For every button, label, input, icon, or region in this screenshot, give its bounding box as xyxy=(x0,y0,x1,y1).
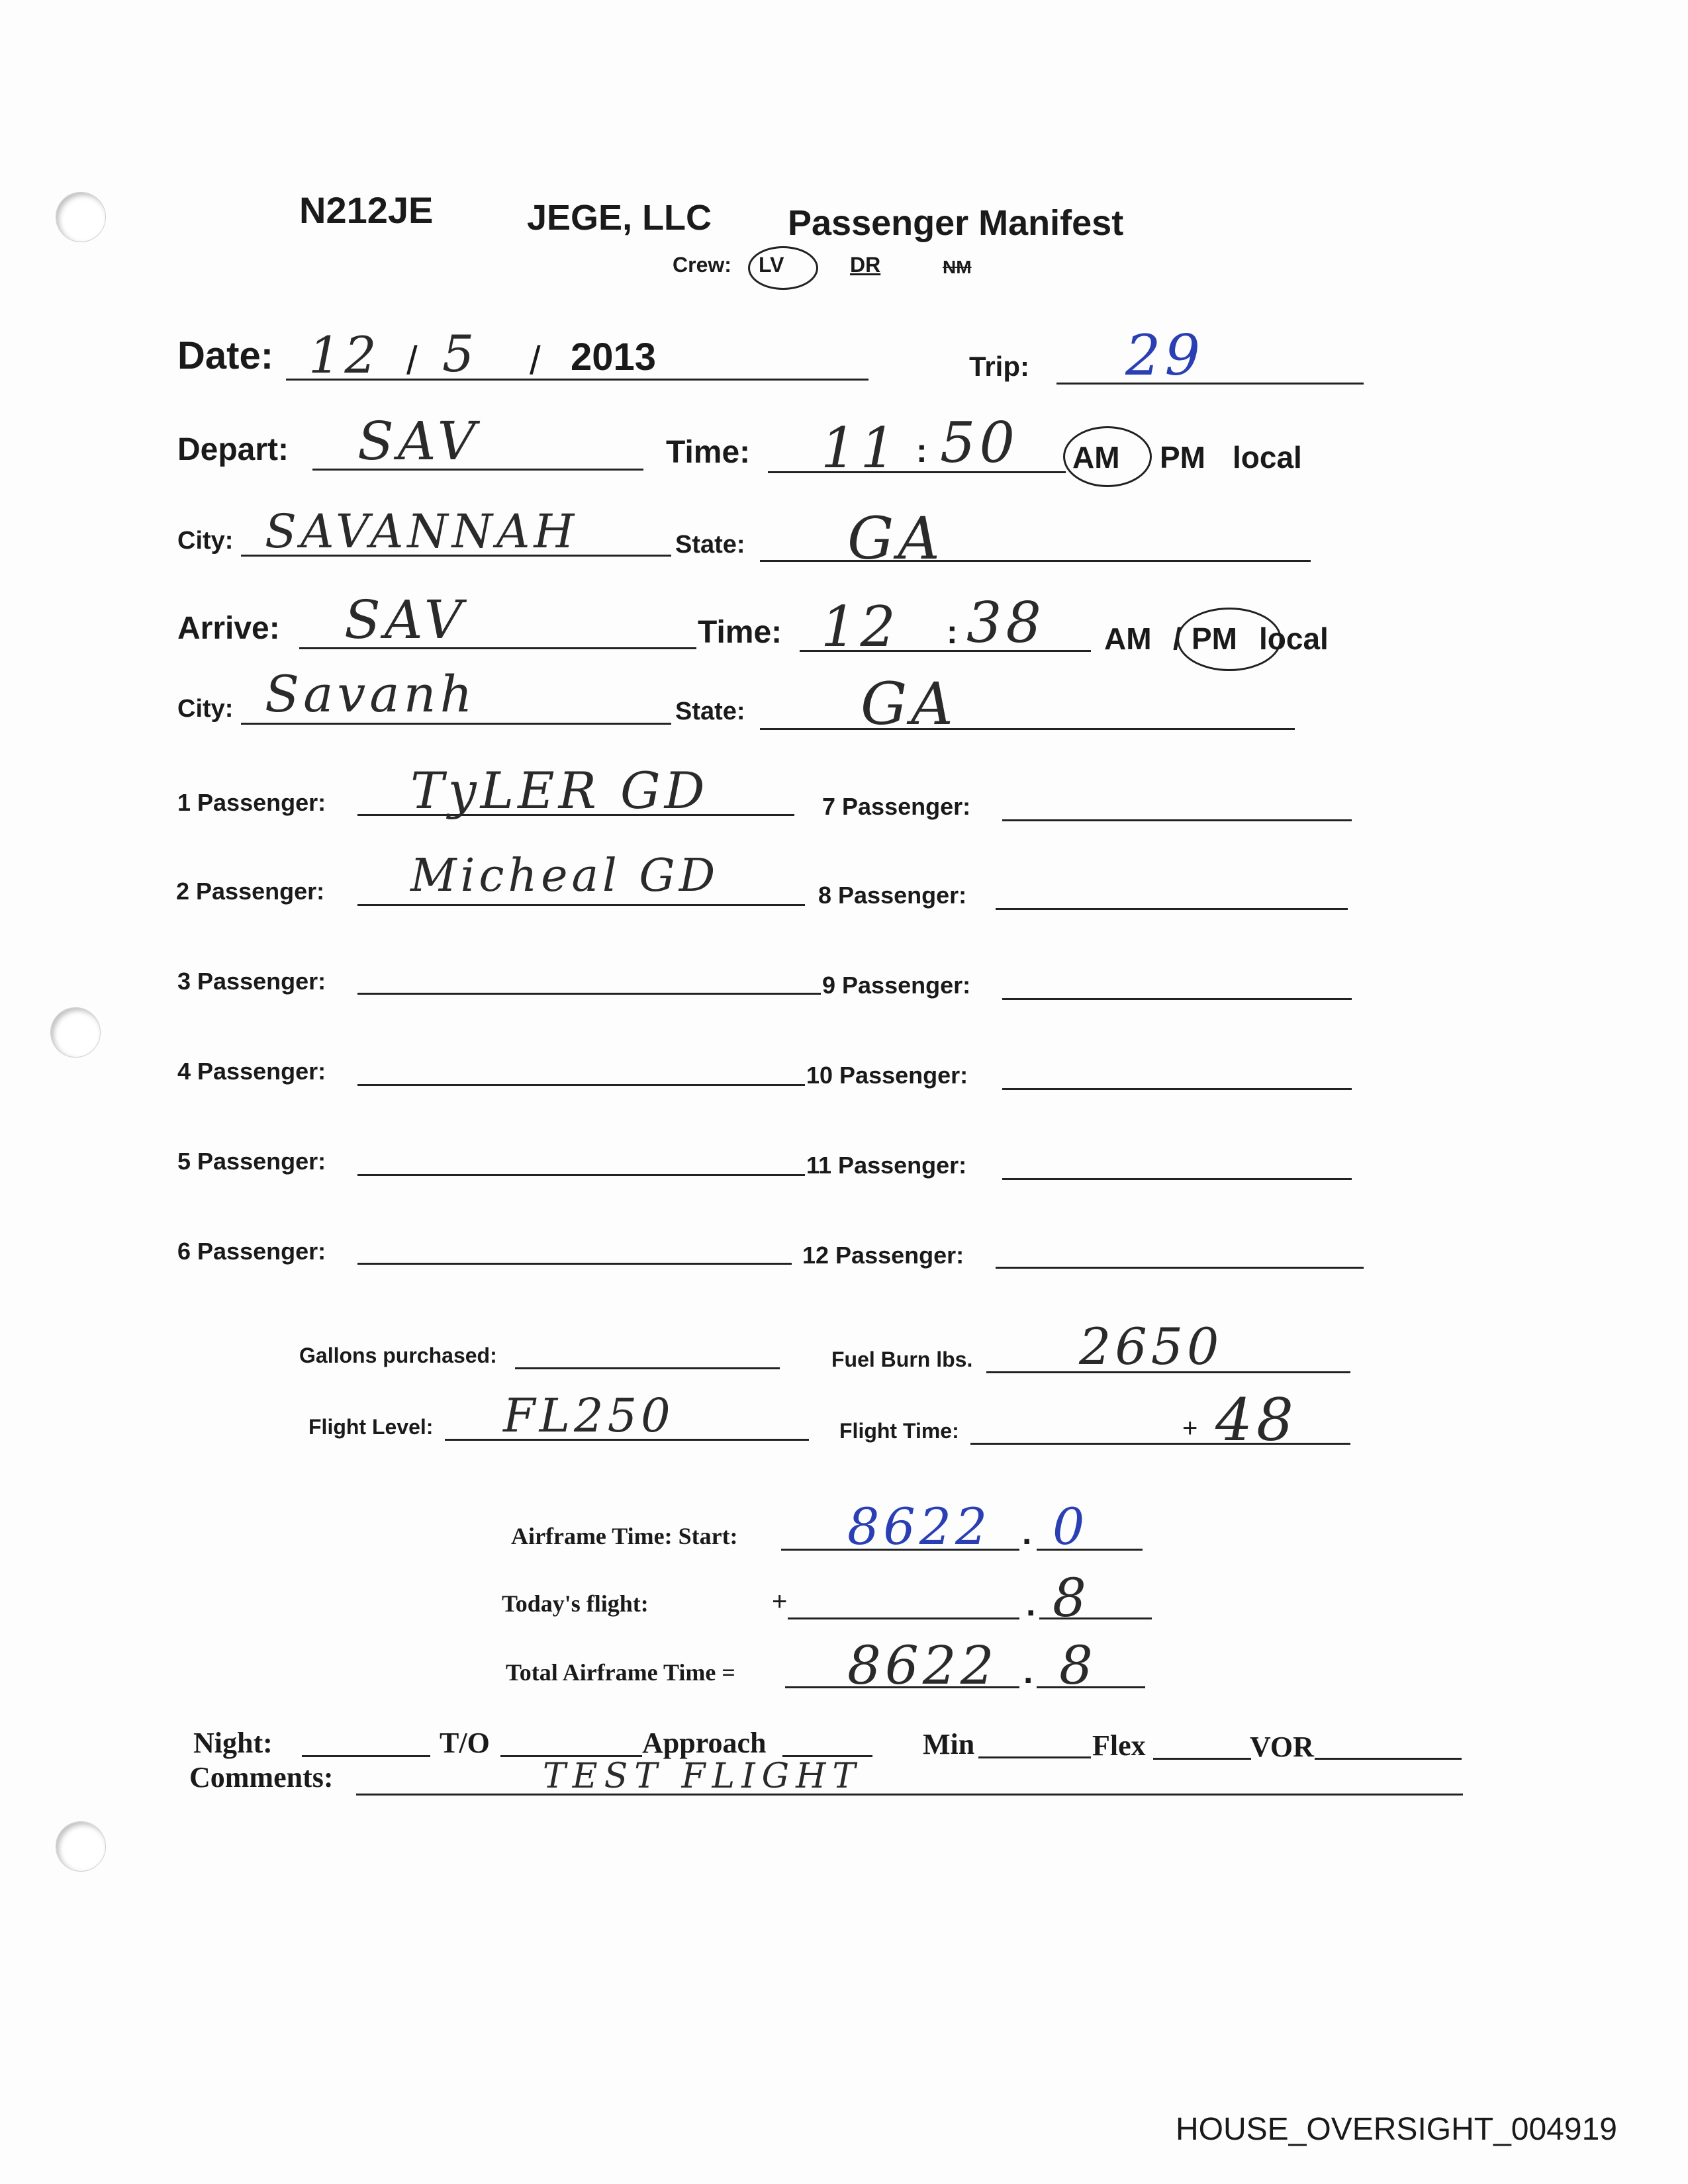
todays-flight-line xyxy=(788,1617,1019,1619)
depart-label: Depart: xyxy=(177,432,289,467)
crew-dr: DR xyxy=(850,253,881,277)
arrive-airport[interactable]: SAV xyxy=(344,589,467,651)
date-year: 2013 xyxy=(571,336,657,379)
binder-hole-middle xyxy=(50,1007,101,1058)
crew-lv: LV xyxy=(759,253,784,277)
arrive-city[interactable]: Savanh xyxy=(265,664,477,723)
fuel-burn-value[interactable]: 2650 xyxy=(1079,1317,1223,1376)
arrive-state-line xyxy=(760,728,1295,730)
passenger-7-line xyxy=(1002,819,1352,821)
passenger-7-label: 7 Passenger: xyxy=(822,793,971,820)
trip-value[interactable]: 29 xyxy=(1125,323,1204,388)
arrive-local: local xyxy=(1259,621,1329,656)
passenger-1-label: 1 Passenger: xyxy=(177,789,326,816)
depart-am: AM xyxy=(1072,440,1120,475)
passenger-6-line xyxy=(357,1263,792,1265)
date-month[interactable]: 12 xyxy=(308,326,381,385)
todays-flight-label: Today's flight: xyxy=(502,1590,649,1617)
date-sep-1: / xyxy=(406,338,418,383)
passenger-8-line xyxy=(996,908,1348,910)
passenger-3-label: 3 Passenger: xyxy=(177,968,326,995)
passenger-12-line xyxy=(996,1267,1364,1269)
date-sep-2: / xyxy=(530,338,541,383)
arrive-slash: / xyxy=(1173,621,1182,656)
passenger-5-line xyxy=(357,1174,805,1176)
passenger-2-name[interactable]: Micheal GD xyxy=(410,850,720,902)
depart-state[interactable]: GA xyxy=(847,504,944,572)
passenger-4-label: 4 Passenger: xyxy=(177,1058,326,1085)
night-line xyxy=(302,1755,430,1757)
crew-nm: NM xyxy=(943,257,972,277)
passenger-12-label: 12 Passenger: xyxy=(802,1242,964,1269)
passenger-9-label: 9 Passenger: xyxy=(822,972,971,999)
comments-label: Comments: xyxy=(189,1761,334,1794)
airframe-start-whole[interactable]: 8622 xyxy=(847,1497,992,1556)
todays-flight-plus: + xyxy=(772,1587,788,1616)
trip-label: Trip: xyxy=(969,351,1029,382)
flight-level-value[interactable]: FL250 xyxy=(503,1388,675,1443)
passenger-2-line xyxy=(357,904,805,906)
depart-city-label: City: xyxy=(177,527,234,555)
todays-flight-tenth[interactable]: 8 xyxy=(1053,1567,1090,1629)
trip-line xyxy=(1056,383,1364,385)
depart-state-label: State: xyxy=(675,531,745,559)
depart-state-line xyxy=(760,560,1311,562)
arrive-colon: : xyxy=(947,614,958,651)
flight-time-value[interactable]: 48 xyxy=(1215,1386,1297,1454)
depart-am-circle xyxy=(1063,426,1152,487)
passenger-6-label: 6 Passenger: xyxy=(177,1238,326,1265)
arrive-label: Arrive: xyxy=(177,611,280,646)
min-line xyxy=(978,1756,1091,1758)
vor-line xyxy=(1315,1758,1462,1760)
passenger-11-label: 11 Passenger: xyxy=(806,1152,967,1179)
passenger-3-line xyxy=(357,993,821,995)
flight-time-label: Flight Time: xyxy=(839,1419,959,1443)
total-airframe-label: Total Airframe Time = xyxy=(506,1659,735,1686)
todays-flight-dot: . xyxy=(1026,1585,1036,1623)
depart-minute[interactable]: 50 xyxy=(940,410,1019,475)
flight-time-plus: + xyxy=(1182,1414,1198,1443)
passenger-1-name[interactable]: TyLER GD xyxy=(410,761,709,820)
depart-pm: PM xyxy=(1160,440,1205,475)
passenger-10-label: 10 Passenger: xyxy=(806,1062,968,1089)
depart-time-label: Time: xyxy=(666,435,751,470)
arrive-pm: PM xyxy=(1192,621,1237,656)
crew-label: Crew: xyxy=(673,253,731,277)
binder-hole-bottom xyxy=(56,1821,106,1872)
date-day[interactable]: 5 xyxy=(442,324,479,383)
passenger-9-line xyxy=(1002,998,1352,1000)
depart-colon: : xyxy=(916,432,927,469)
total-airframe-tenth[interactable]: 8 xyxy=(1059,1635,1097,1696)
date-label: Date: xyxy=(177,334,274,377)
passenger-5-label: 5 Passenger: xyxy=(177,1148,326,1175)
arrive-state[interactable]: GA xyxy=(861,670,957,738)
passenger-11-line xyxy=(1002,1178,1352,1180)
fuel-burn-label: Fuel Burn lbs. xyxy=(831,1347,973,1371)
min-label: Min xyxy=(923,1728,975,1760)
bates-number: HOUSE_OVERSIGHT_004919 xyxy=(1176,2112,1617,2147)
arrive-hour[interactable]: 12 xyxy=(821,594,900,659)
flight-level-label: Flight Level: xyxy=(308,1415,434,1439)
vor-label: VOR xyxy=(1250,1731,1314,1763)
arrive-state-label: State: xyxy=(675,698,745,725)
depart-local: local xyxy=(1233,440,1302,475)
crew-lv-circle xyxy=(748,246,818,290)
arrive-city-label: City: xyxy=(177,695,234,723)
comments-line xyxy=(356,1794,1463,1796)
flex-line xyxy=(1153,1758,1251,1760)
airframe-start-tenth[interactable]: 0 xyxy=(1053,1497,1089,1556)
arrive-time-label: Time: xyxy=(698,615,782,650)
depart-airport[interactable]: SAV xyxy=(357,410,480,472)
form-title: Passenger Manifest xyxy=(788,203,1124,243)
gallons-line xyxy=(515,1367,780,1369)
night-label: Night: xyxy=(193,1727,273,1759)
passenger-10-line xyxy=(1002,1088,1352,1090)
total-airframe-whole[interactable]: 8622 xyxy=(847,1635,998,1696)
to-label: T/O xyxy=(440,1727,490,1759)
airframe-start-label: Airframe Time: Start: xyxy=(511,1523,738,1549)
binder-hole-top xyxy=(56,192,106,242)
flex-label: Flex xyxy=(1092,1729,1146,1762)
comments-value[interactable]: TEST FLIGHT xyxy=(543,1756,863,1796)
depart-city[interactable]: SAVANNAH xyxy=(265,504,579,559)
passenger-8-label: 8 Passenger: xyxy=(818,882,967,909)
gallons-label: Gallons purchased: xyxy=(299,1343,497,1367)
depart-time-line xyxy=(768,471,1066,473)
airframe-start-dot: . xyxy=(1022,1514,1032,1552)
tail-number: N212JE xyxy=(299,189,434,231)
depart-hour[interactable]: 11 xyxy=(821,416,900,480)
passenger-2-label: 2 Passenger: xyxy=(176,878,325,905)
arrive-minute[interactable]: 38 xyxy=(966,590,1045,655)
approach-label: Approach xyxy=(642,1727,767,1759)
arrive-am: AM xyxy=(1104,621,1152,656)
passenger-4-line xyxy=(357,1084,805,1086)
company-name: JEGE, LLC xyxy=(527,198,712,238)
total-airframe-dot: . xyxy=(1023,1653,1033,1691)
